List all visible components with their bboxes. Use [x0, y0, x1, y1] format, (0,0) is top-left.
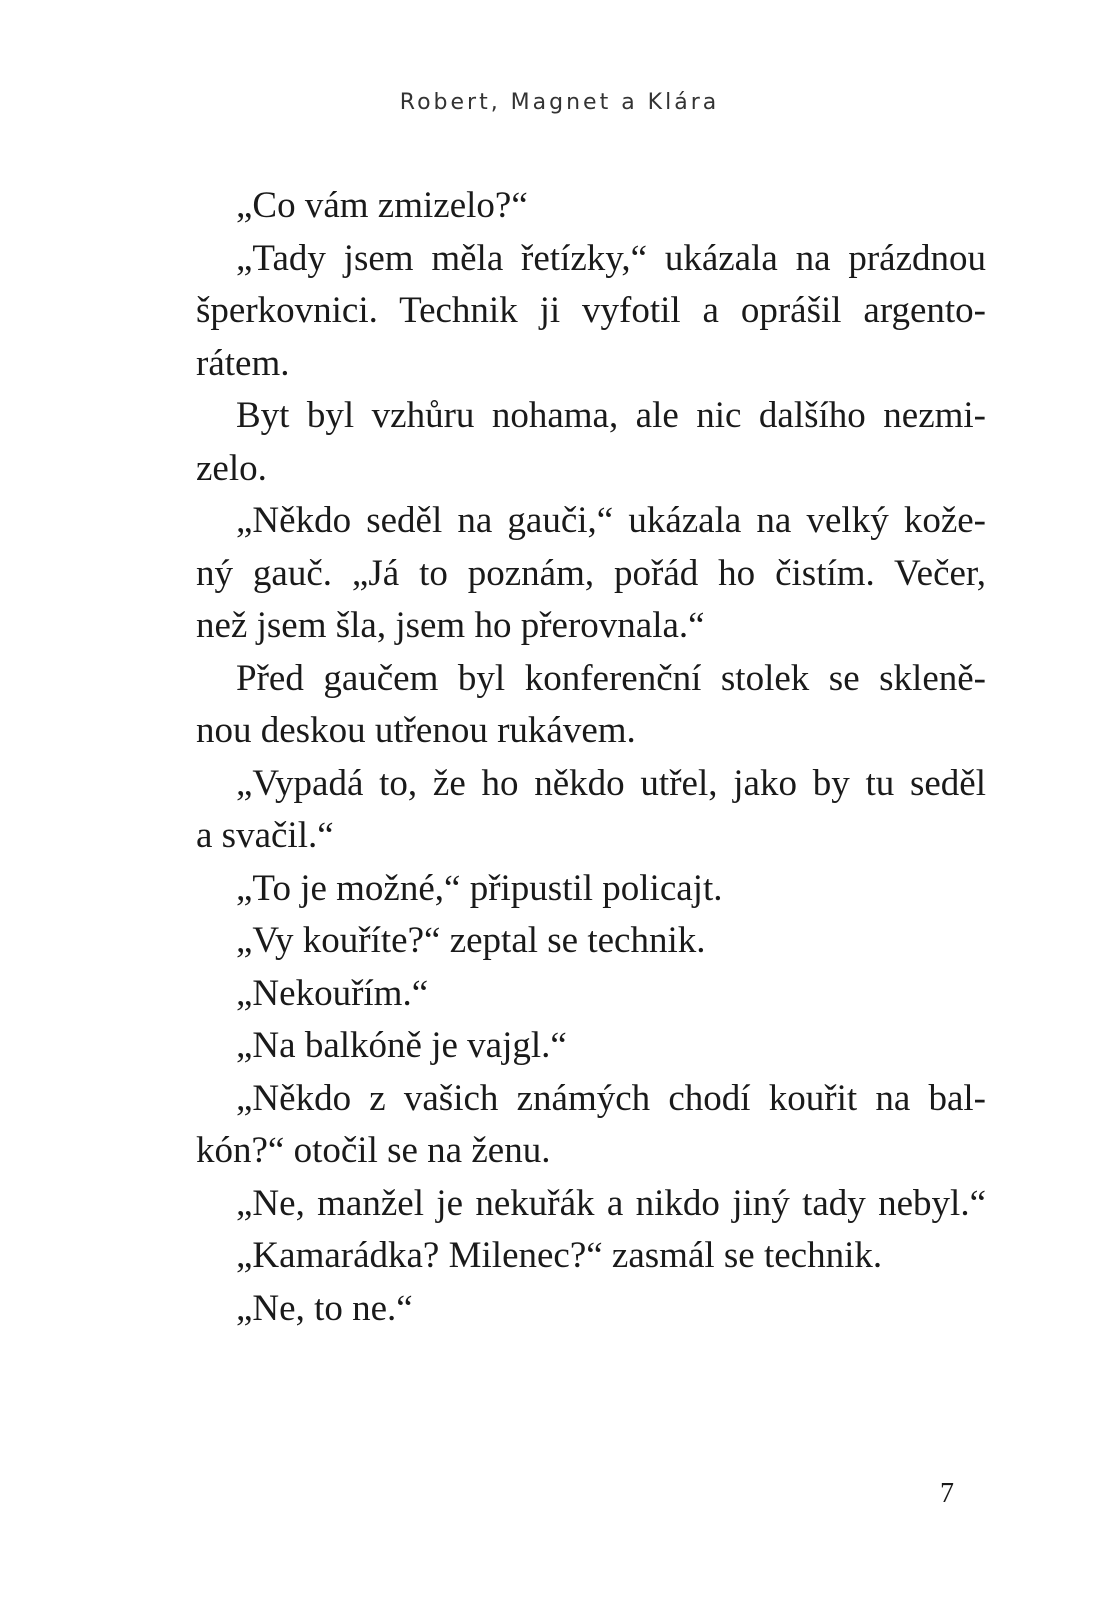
- text-line: „Vypadá to, že ho někdo utřel, jako by tu seděl: [236, 762, 986, 804]
- text-line: „Co vám zmizelo?“: [236, 185, 528, 226]
- text-line: zelo.: [196, 447, 267, 489]
- text-line: rátem.: [196, 342, 290, 384]
- text-line: „Ne, to ne.“: [236, 1287, 413, 1329]
- text-line: kón?“ otočil se na ženu.: [196, 1130, 551, 1171]
- text-line: „Tady jsem měla řetízky,“ ukázala na prázdnou: [236, 237, 986, 279]
- text-line: ný gauč. „Já to poznám, pořád ho čistím. Večer,: [196, 552, 986, 594]
- text-line: „Ne, manžel je nekuřák a nikdo jiný tady nebyl.“: [236, 1182, 986, 1224]
- body-text: [196, 180, 986, 1335]
- text-line: Byt byl vzhůru nohama, ale nic dalšího nezmi-: [236, 395, 986, 436]
- text-line: nou deskou utřenou rukávem.: [196, 710, 636, 751]
- text-line: „Na balkóně je vajgl.“: [236, 1025, 567, 1066]
- text-line: než jsem šla, jsem ho přerovnala.“: [196, 605, 705, 646]
- text-line: „Nekouřím.“: [236, 972, 429, 1014]
- text-line: a svačil.“: [196, 815, 334, 856]
- text-line: šperkovnici. Technik ji vyfotil a oprášil argento-: [196, 290, 986, 331]
- text-line: „Někdo z vašich známých chodí kouřit na bal-: [236, 1077, 986, 1119]
- text-line: „Někdo seděl na gauči,“ ukázala na velký kože-: [236, 500, 986, 541]
- text-line: „Vy kouříte?“ zeptal se technik.: [236, 920, 706, 961]
- text-line: „Kamarádka? Milenec?“ zasmál se technik.: [236, 1235, 883, 1276]
- text-line: „To je možné,“ připustil policajt.: [236, 867, 723, 909]
- text-line: Před gaučem byl konferenční stolek se skleně-: [236, 657, 986, 699]
- page-number: 7: [940, 1478, 954, 1509]
- running-header: Robert, Magnet a Klára: [399, 90, 720, 115]
